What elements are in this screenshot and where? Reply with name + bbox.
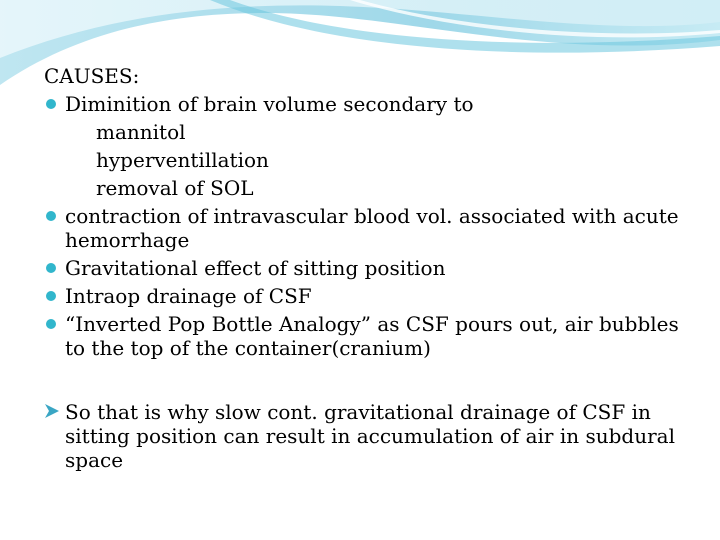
list-item-text: Diminition of brain volume secondary to <box>65 92 474 116</box>
slide-heading: CAUSES: <box>44 64 140 88</box>
list-item <box>44 92 684 200</box>
sub-list <box>65 120 684 200</box>
list-item-text: “Inverted Pop Bottle Analogy” as CSF pours out, air bubbles to the top of the container(cranium) <box>65 312 679 360</box>
arrowhead-icon <box>44 403 60 419</box>
list-item-text: Gravitational effect of sitting position <box>65 256 446 280</box>
bullet-icon <box>46 99 56 109</box>
list-item <box>44 284 684 308</box>
sub-list-item: removal of SOL <box>96 176 254 200</box>
causes-list <box>44 92 684 360</box>
bullet-icon <box>46 211 56 221</box>
list-item <box>44 312 684 360</box>
bullet-icon <box>46 319 56 329</box>
sub-list-item: mannitol <box>96 120 186 144</box>
conclusion-block <box>44 400 684 472</box>
bullet-icon <box>46 291 56 301</box>
list-item <box>44 204 684 252</box>
conclusion-text: So that is why slow cont. gravitational drainage of CSF in sitting position can result in accumulation of air in subdural space <box>65 400 675 472</box>
list-item-text: Intraop drainage of CSF <box>65 284 312 308</box>
bullet-icon <box>46 263 56 273</box>
list-item-text: contraction of intravascular blood vol. associated with acute hemorrhage <box>65 204 679 252</box>
list-item <box>44 256 684 280</box>
sub-list-item: hyperventillation <box>96 148 269 172</box>
slide-content <box>44 64 684 472</box>
